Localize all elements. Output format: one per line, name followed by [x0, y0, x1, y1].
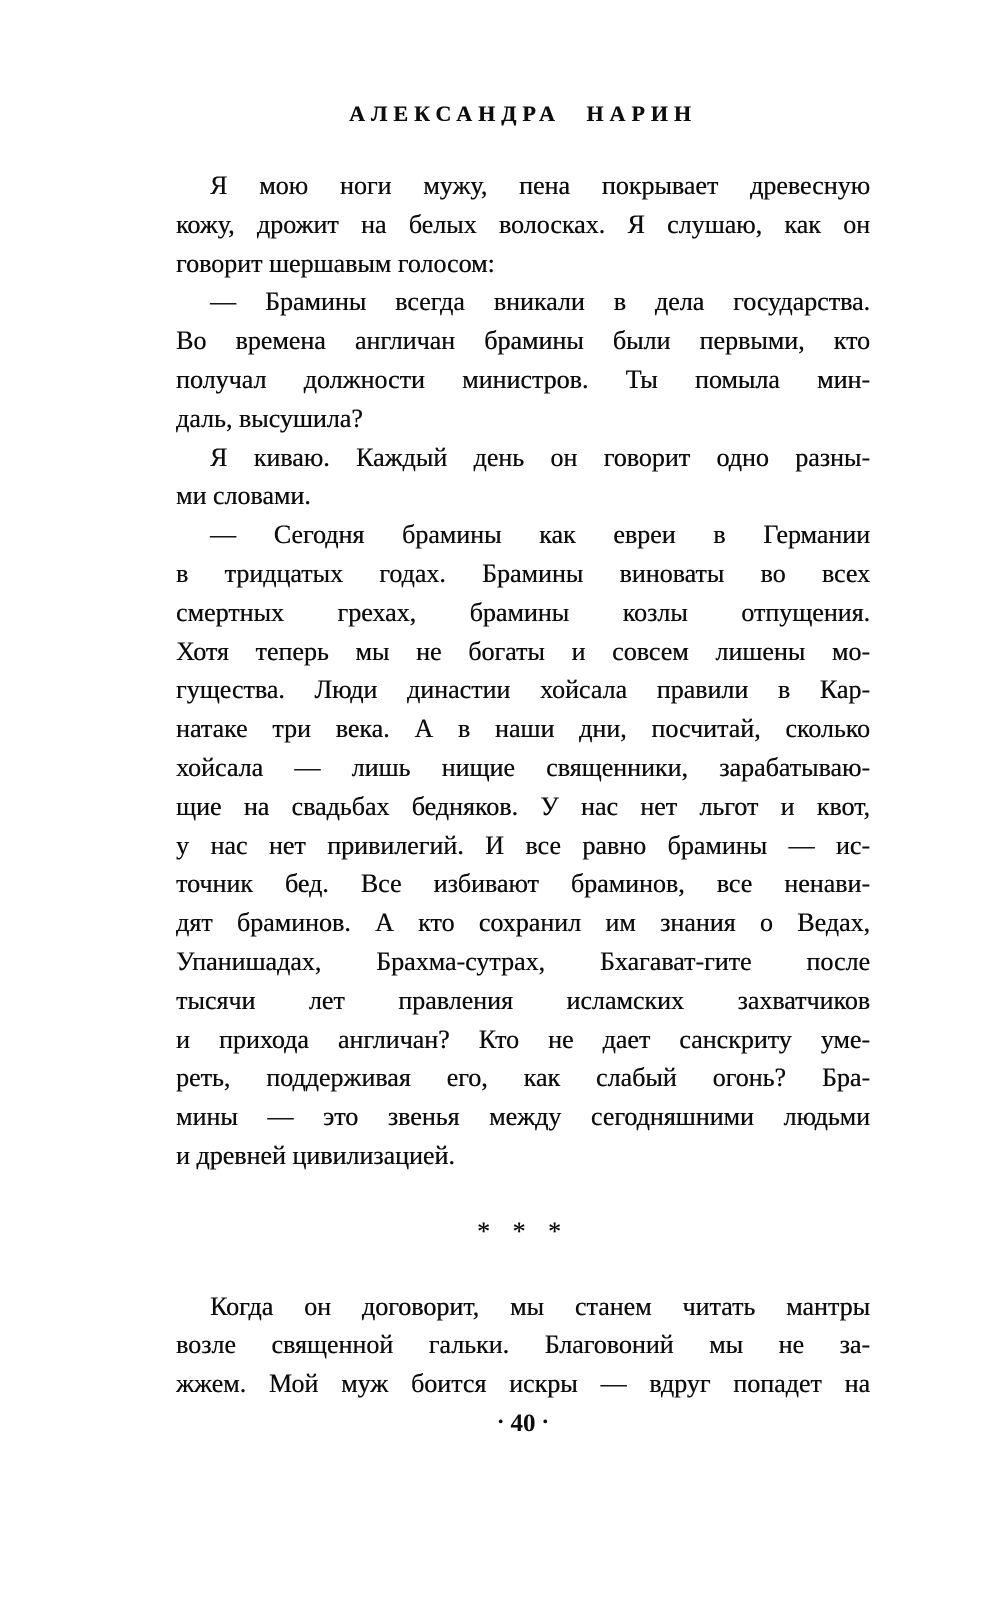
- paragraph: [176, 1288, 870, 1404]
- text-line: смертных грехах, брамины козлы отпущения.: [176, 597, 870, 627]
- text-line: — Брамины всегда вникали в дела государства.: [210, 287, 870, 317]
- text-line: — Сегодня брамины как евреи в Германии: [210, 520, 870, 550]
- paragraph: [176, 283, 870, 438]
- text-line: тысячи лет правления исламских захватчиков: [176, 985, 870, 1015]
- paragraph: [176, 167, 870, 283]
- text-line: Я мою ноги мужу, пена покрывает древесную: [210, 171, 870, 200]
- text-line: кожу, дрожит на белых волосках. Я слушаю, как он: [176, 209, 870, 239]
- text-line: возле священной гальки. Благовоний мы не за-: [176, 1330, 870, 1360]
- text-line: даль, высушила?: [176, 403, 363, 433]
- text-line: и древней цивилизацией.: [176, 1140, 455, 1170]
- text-line: хойсала — лишь нищие священники, зарабатываю-: [176, 752, 870, 782]
- page-number-value: 40: [510, 1410, 536, 1437]
- text-line: Хотя теперь мы не богаты и совсем лишены мо-: [176, 636, 870, 666]
- text-line: получал должности министров. Ты помыла мин-: [176, 364, 870, 394]
- paragraph: [176, 439, 870, 517]
- text-line: натаке три века. А в наши дни, посчитай, сколько: [176, 714, 870, 744]
- text-line: Во времена англичан брамины были первыми, кто: [176, 326, 870, 356]
- text-line: Когда он договорит, мы станем читать мантры: [210, 1291, 870, 1321]
- page-number-footer: [176, 1410, 870, 1438]
- text-line: говорит шершавым голосом:: [176, 248, 495, 278]
- body-text-block: [176, 167, 870, 1404]
- text-line: Я киваю. Каждый день он говорит одно разны-: [210, 442, 870, 472]
- text-line: мины — это звенья между сегодняшними людьми: [176, 1102, 870, 1132]
- text-line: у нас нет привилегий. И все равно брамины — ис-: [176, 830, 870, 860]
- text-line: в тридцатых годах. Брамины виноваты во всех: [176, 558, 870, 588]
- text-line: Упанишадах, Брахма-сутрах, Бхагават-гите после: [176, 946, 870, 976]
- text-line: щие на свадьбах бедняков. У нас нет льгот и квот,: [176, 791, 870, 821]
- text-line: жжем. Мой муж боится искры — вдруг попадет на: [176, 1369, 870, 1399]
- running-head-author: АЛЕКСАНДРА НАРИН: [349, 101, 697, 126]
- text-line: дят браминов. А кто сохранил им знания о Ведах,: [176, 908, 870, 938]
- paragraph: [176, 516, 870, 1176]
- text-line: точник бед. Все избивают браминов, все ненави-: [176, 869, 870, 899]
- text-line: реть, поддерживая его, как слабый огонь? Бра-: [176, 1063, 870, 1093]
- text-line: ми словами.: [176, 481, 311, 511]
- section-separator: * * *: [477, 1216, 569, 1246]
- text-line: гущества. Люди династии хойсала правили в Кар-: [176, 675, 870, 705]
- text-line: и прихода англичан? Кто не дает санскриту уме-: [176, 1024, 870, 1054]
- footer-left-dot-icon: •: [497, 1414, 504, 1431]
- footer-right-dot-icon: •: [542, 1414, 549, 1431]
